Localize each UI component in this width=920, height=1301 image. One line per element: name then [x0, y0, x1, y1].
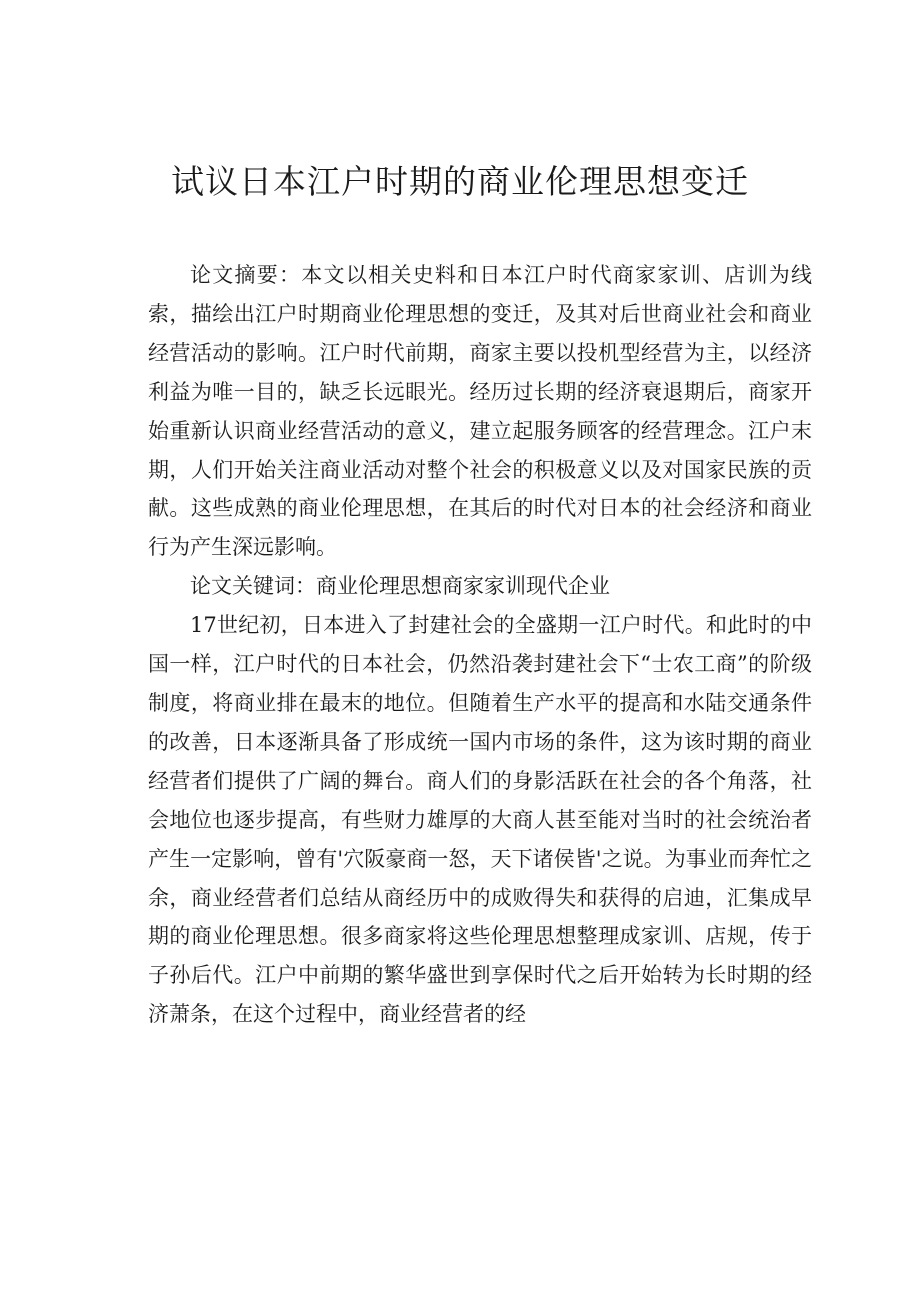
- document-body: [148, 256, 812, 1034]
- keywords-paragraph: 论文关键词：商业伦理思想商家家训现代企业: [190, 574, 610, 599]
- document-title: 试议日本江户时期的商业伦理思想变迁: [171, 162, 749, 201]
- abstract-paragraph: 论文摘要：本文以相关史料和日本江户时代商家家训、店训为线索，描绘出江户时期商业伦理思想的变迁，及其对后世商业社会和商业经营活动的影响。江户时代前期，商家主要以投机型经营为主，以经济利益为唯一目的，缺乏长远眼光。经历过长期的经济衰退期后，商家开始重新认识商业经营活动的意义，建立起服务顾客的经营理念。江户末期，人们开始关注商业活动对整个社会的积极意义以及对国家民族的贡献。这些成熟的商业伦理思想，在其后的时代对日本的社会经济和商业行为产生深远影响。: [148, 263, 812, 560]
- body-paragraph: 17世纪初，日本进入了封建社会的全盛期一江户时代。和此时的中国一样，江户时代的日本社会，仍然沿袭封建社会下“士农工商”的阶级制度，将商业排在最末的地位。但随着生产水平的提高和水陆交通条件的改善，日本逐渐具备了形成统一国内市场的条件，这为该时期的商业经营者们提供了广阔的舞台。商人们的身影活跃在社会的各个角落，社会地位也逐步提高，有些财力雄厚的大商人甚至能对当时的社会统治者产生一定影响，曾有'穴阪豪商一怒，天下诸侯皆'之说。为事业而奔忙之余，商业经营者们总结从商经历中的成败得失和获得的启迪，汇集成早期的商业伦理思想。很多商家将这些伦理思想整理成家训、店规，传于子孙后代。江户中前期的繁华盛世到享保时代之后开始转为长时期的经济萧条，在这个过程中，商业经营者的经: [148, 613, 812, 1027]
